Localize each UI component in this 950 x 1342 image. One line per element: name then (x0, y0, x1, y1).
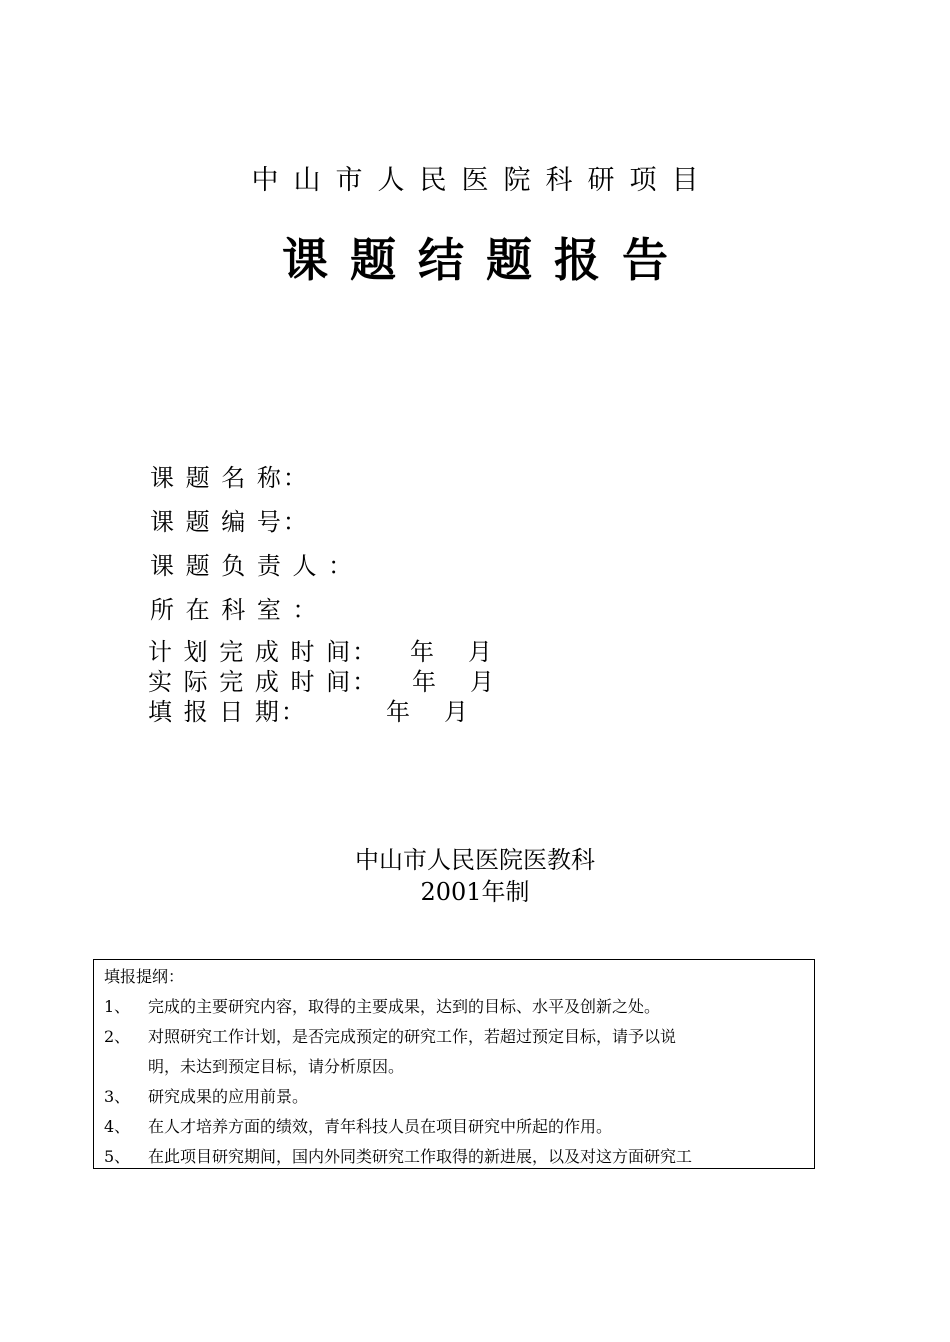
field-project-number-label: 课 题 编 号： (150, 508, 309, 536)
outline-item (104, 1142, 804, 1169)
outline-item (104, 1082, 804, 1112)
outline-item-number: 1、 (104, 997, 131, 1016)
outline-item-text: 研究成果的应用前景。 (148, 1087, 309, 1106)
field-department-label: 所 在 科 室 ： (150, 596, 319, 624)
outline-item-text: 对照研究工作计划，是否完成预定的研究工作，若超过预定目标，请予以说 (148, 1027, 677, 1046)
outline-item-number: 5、 (104, 1147, 131, 1166)
fill-month-char: 月 (444, 698, 470, 726)
outline-item-number: 4、 (104, 1117, 131, 1136)
outline-item-text: 在此项目研究期间，国内外同类研究工作取得的新进展，以及对这方面研究工 (148, 1147, 693, 1166)
outline-item (104, 1112, 804, 1142)
field-planned-time-label: 计 划 完 成 时 间： (148, 638, 379, 666)
actual-month-char: 月 (470, 668, 496, 696)
issuing-department: 中山市人民医院医教科 (355, 846, 595, 874)
outline-box (93, 959, 815, 1169)
field-project-leader-label: 课 题 负 责 人 ： (150, 552, 355, 580)
fill-year-char: 年 (386, 698, 412, 726)
field-fill-date-label: 填 报 日 期： (148, 698, 307, 726)
outline-item (104, 1022, 804, 1052)
report-title: 课题结题报告 (282, 233, 690, 287)
outline-item (104, 992, 804, 1022)
outline-item-continuation: 明，未达到预定目标，请分析原因。 (148, 1057, 405, 1076)
issue-year: 2001年制 (420, 878, 530, 906)
outline-item-text: 在人才培养方面的绩效，青年科技人员在项目研究中所起的作用。 (148, 1117, 613, 1136)
outline-title: 填报提纲： (104, 967, 185, 986)
field-project-name-label: 课 题 名 称： (150, 464, 309, 492)
actual-year-char: 年 (412, 668, 438, 696)
planned-month-char: 月 (468, 638, 494, 666)
field-actual-time-label: 实 际 完 成 时 间： (148, 668, 379, 696)
planned-year-char: 年 (410, 638, 436, 666)
outline-item-text: 完成的主要研究内容，取得的主要成果，达到的目标、水平及创新之处。 (148, 997, 661, 1016)
outline-item-number: 3、 (104, 1087, 131, 1106)
outline-item-number: 2、 (104, 1027, 131, 1046)
report-subtitle: 中山市人民医院科研项目 (251, 165, 714, 196)
